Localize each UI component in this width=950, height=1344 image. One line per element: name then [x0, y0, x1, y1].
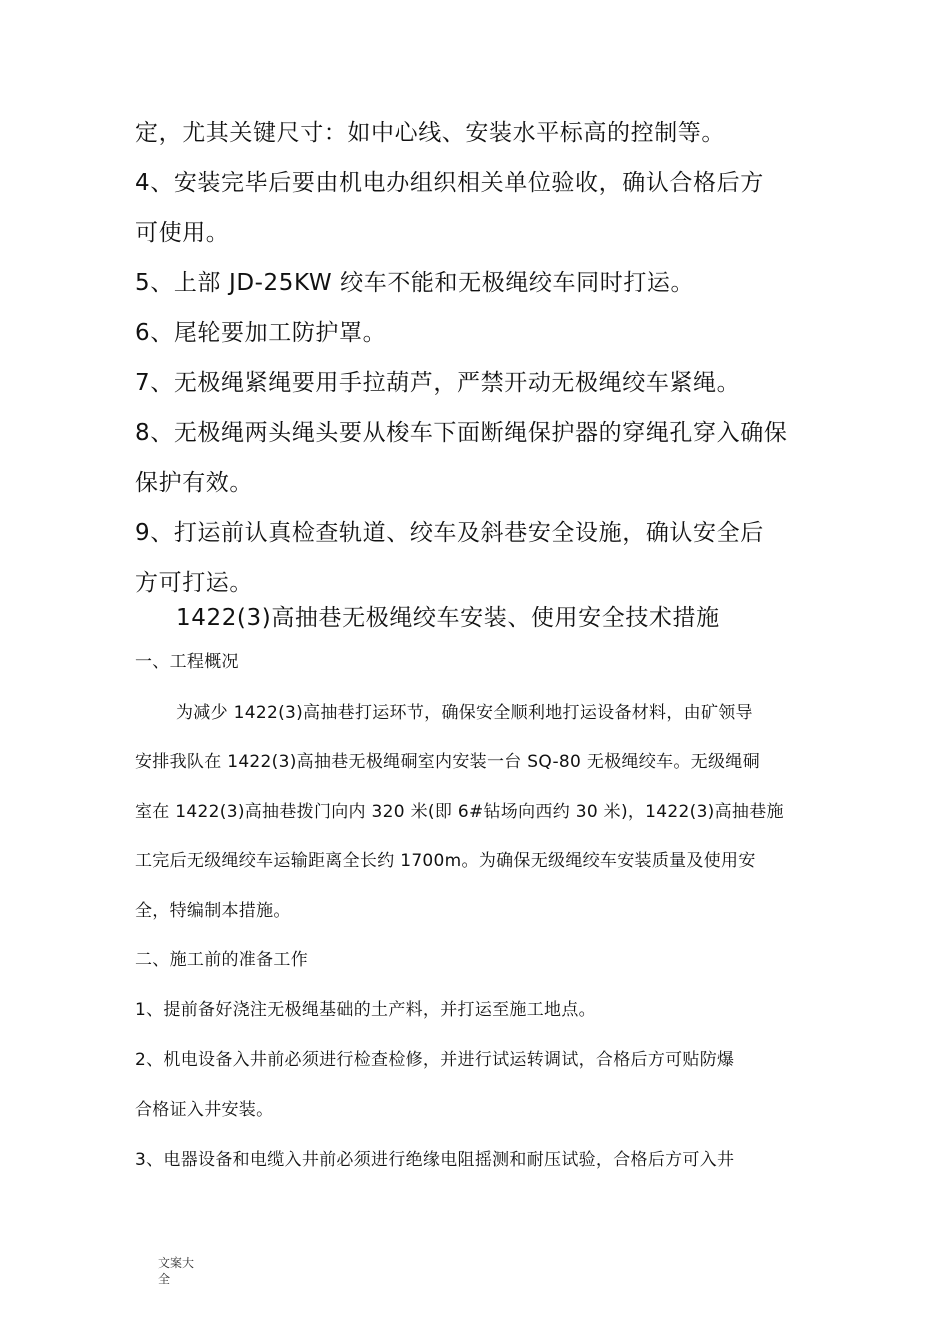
text-line: 合格证入井安装。 — [135, 1100, 274, 1120]
document-title: 1422(3)高抽巷无极绳绞车安装、使用安全技术措施 — [176, 605, 720, 631]
paragraph-line: 安排我队在 1422(3)高抽巷无极绳硐室内安装一台 SQ-80 无极绳绞车。无级绳硐 — [135, 752, 760, 772]
list-item-7: 7、无极绳紧绳要用手拉葫芦，严禁开动无极绳绞车紧绳。 — [135, 370, 741, 396]
paragraph-line: 为减少 1422(3)高抽巷打运环节，确保安全顺利地打运设备材料，由矿领导 — [176, 703, 753, 723]
footer-text: 全 — [158, 1272, 171, 1286]
list-item-9: 9、打运前认真检查轨道、绞车及斜巷安全设施，确认安全后 — [135, 520, 764, 546]
list-item-1: 1、提前备好浇注无极绳基础的土产料，并打运至施工地点。 — [135, 1000, 596, 1020]
list-item-2: 2、机电设备入井前必须进行检查检修，并进行试运转调试，合格后方可贴防爆 — [135, 1050, 735, 1070]
list-item-8: 8、无极绳两头绳头要从梭车下面断绳保护器的穿绳孔穿入确保 — [135, 420, 788, 446]
list-item-3: 3、电器设备和电缆入井前必须进行绝缘电阻摇测和耐压试验，合格后方可入井 — [135, 1150, 735, 1170]
list-item-5: 5、上部 JD-25KW 绞车不能和无极绳绞车同时打运。 — [135, 270, 695, 296]
section-heading: 一、工程概况 — [135, 652, 239, 672]
text-line: 方可打运。 — [135, 570, 253, 596]
paragraph-line: 全，特编制本措施。 — [135, 901, 291, 921]
paragraph-line: 工完后无级绳绞车运输距离全长约 1700m。为确保无级绳绞车安装质量及使用安 — [135, 851, 756, 871]
text-line: 定，尤其关键尺寸：如中心线、安装水平标高的控制等。 — [135, 120, 725, 146]
text-line: 保护有效。 — [135, 470, 253, 496]
footer-text: 文案大 — [158, 1256, 195, 1270]
text-line: 可使用。 — [135, 220, 230, 246]
list-item-6: 6、尾轮要加工防护罩。 — [135, 320, 387, 346]
list-item-4: 4、安装完毕后要由机电办组织相关单位验收，确认合格后方 — [135, 170, 764, 196]
paragraph-line: 室在 1422(3)高抽巷拨门向内 320 米(即 6#钻场向西约 30 米)，1422(3)高抽巷施 — [135, 802, 784, 822]
section-heading: 二、施工前的准备工作 — [135, 950, 308, 970]
